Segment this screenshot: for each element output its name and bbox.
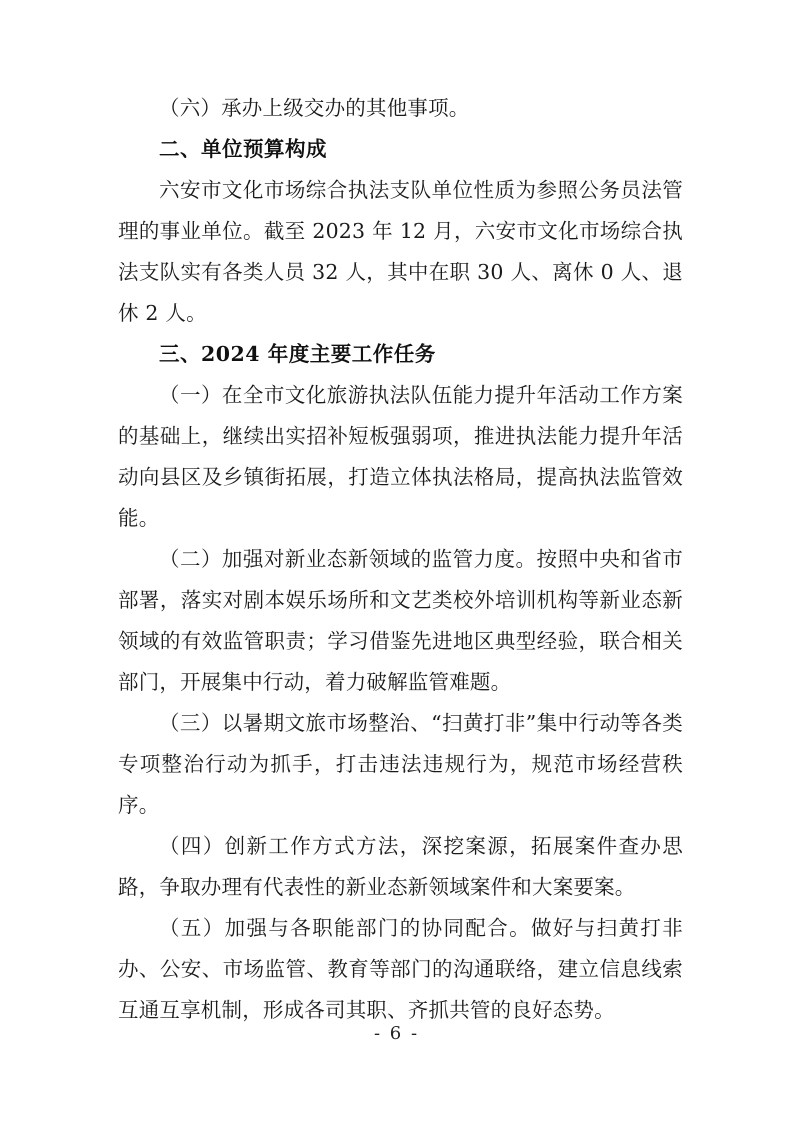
paragraph-task-four: （四）创新工作方式方法，深挖案源，拓展案件查办思路，争取办理有代表性的新业态新领域案件和大案要案。 (118, 834, 683, 899)
paragraph-task-three: （三）以暑期文旅市场整治、“扫黄打非”集中行动等各类专项整治行动为抓手，打击违法违规行为，规范市场经营秩序。 (118, 711, 683, 817)
paragraph-budget-composition: 六安市文化市场综合执法支队单位性质为参照公务员法管理的事业单位。截至 2023 年 12 月，六安市文化市场综合执法支队实有各类人员 32 人，其中在职 30 人、离休 0 人、退休 2 人。 (118, 178, 683, 325)
section-heading-three: 三、2024 年度主要工作任务 (159, 342, 436, 366)
paragraph-task-five: （五）加强与各职能部门的协同配合。做好与扫黄打非办、公安、市场监管、教育等部门的沟通联络，建立信息线索互通互享机制，形成各司其职、齐抓共管的良好态势。 (118, 916, 683, 1022)
paragraph-task-two: （二）加强对新业态新领域的监管力度。按照中央和省市部署，落实对剧本娱乐场所和文艺类校外培训机构等新业态新领域的有效监管职责；学习借鉴先进地区典型经验，联合相关部门，开展集中行动，着力破解监管难题。 (118, 547, 683, 694)
paragraph-item-six: （六）承办上级交办的其他事项。 (159, 96, 470, 120)
page-number: - 6 - (373, 1023, 420, 1044)
section-heading-two: 二、单位预算构成 (159, 137, 327, 161)
paragraph-task-one: （一）在全市文化旅游执法队伍能力提升年活动工作方案的基础上，继续出实招补短板强弱项，推进执法能力提升年活动向县区及乡镇街拓展，打造立体执法格局，提高执法监管效能。 (118, 383, 683, 530)
document-body (118, 88, 683, 1031)
